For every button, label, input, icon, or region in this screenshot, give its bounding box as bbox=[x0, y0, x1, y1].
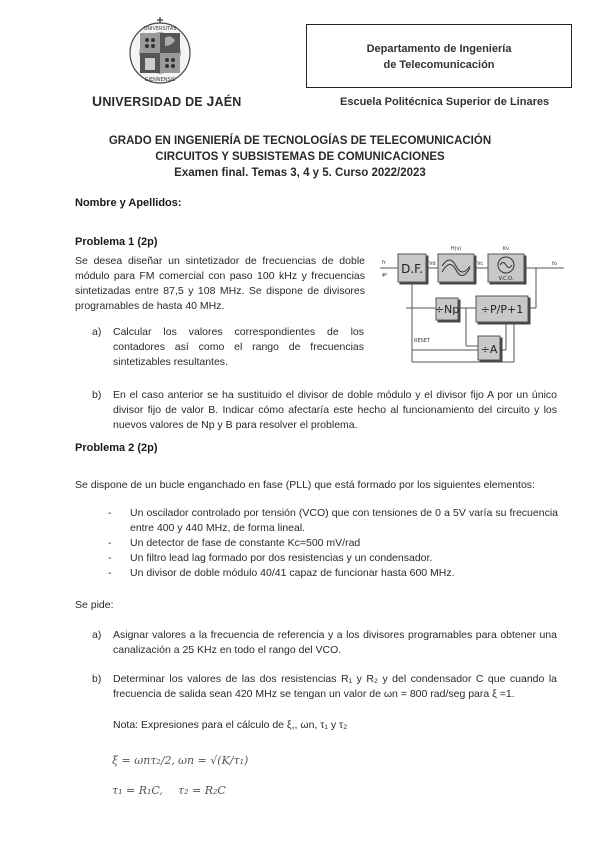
department-box bbox=[306, 24, 572, 88]
list-item-text: Un detector de fase de constante Kc=500 mV/rad bbox=[130, 537, 361, 549]
bullet: - bbox=[108, 552, 112, 564]
problem1-statement: Se desea diseñar un sintetizador de frecuencias de doble módulo para FM comercial con paso 100 kHz y frecuencias sintetizadas entre 87,5 y 108 MHz. Se dispone de divisores programables de hasta 40 MHz. bbox=[75, 255, 365, 312]
department-line2: de Telecomunicación bbox=[383, 59, 495, 71]
part-label: a) bbox=[92, 326, 102, 338]
formula-note: Nota: Expresiones para el cálculo de ξ,, ωn, τ₁ y τ₂ bbox=[113, 719, 348, 731]
part-text: Calcular los valores correspondientes de los contadores así como el rango de frecuencias sintetizables resultantes. bbox=[113, 326, 364, 368]
problem2-part-b bbox=[92, 672, 557, 702]
bullet: - bbox=[108, 507, 112, 519]
ref-frequency-label: fr bbox=[382, 260, 386, 266]
university-logo bbox=[125, 16, 195, 86]
vco-label: V.C.O. bbox=[498, 276, 514, 282]
problem2-intro: Se dispone de un bucle enganchado en fase (PLL) que está formado por los siguientes elementos: bbox=[75, 479, 535, 491]
problem2-part-a bbox=[92, 628, 557, 658]
pll-elements-list bbox=[108, 506, 558, 581]
ask-label: Se pide: bbox=[75, 599, 114, 611]
formula-wn: ωn = √(K/τ₁) bbox=[178, 754, 249, 767]
formula-tau1: τ₁ = R₁C, bbox=[112, 784, 163, 797]
list-item bbox=[108, 506, 558, 536]
university-name-part: AÉN bbox=[214, 95, 242, 109]
list-item-text: Un divisor de doble módulo 40/41 capaz de funcionar hasta 600 MHz. bbox=[130, 567, 455, 579]
dual-modulus-synthesizer-diagram bbox=[378, 238, 568, 378]
vd-label: Vd bbox=[429, 261, 436, 267]
vc-label: Vc bbox=[477, 261, 484, 267]
university-name-initial: U bbox=[92, 93, 103, 109]
school-name: Escuela Politécnica Superior de Linares bbox=[340, 96, 550, 108]
course-title: CIRCUITOS Y SUBSISTEMAS DE COMUNICACIONES bbox=[155, 151, 445, 163]
degree-title: GRADO EN INGENIERÍA DE TECNOLOGÍAS DE TELECOMUNICACIÓN bbox=[108, 135, 492, 147]
prescaler-label: ÷P/P+1 bbox=[480, 303, 524, 316]
problem1-heading: Problema 1 (2p) bbox=[75, 236, 158, 248]
kv-label: Kv bbox=[502, 246, 510, 252]
part-text: Asignar valores a la frecuencia de referencia y a los divisores programables para obtener una canalización a 25 KHz en todo el rango del VCO. bbox=[113, 629, 557, 656]
part-label: b) bbox=[92, 389, 102, 401]
problem1-part-b bbox=[92, 388, 557, 433]
university-crest-icon bbox=[125, 16, 195, 86]
filter-transfer-label: H(s) bbox=[450, 246, 462, 252]
bullet: - bbox=[108, 567, 112, 579]
svg-text:UNIVERSITAS: UNIVERSITAS bbox=[143, 26, 177, 32]
np-divider-label: ÷Np bbox=[434, 303, 460, 316]
list-item-text: Un oscilador controlado por tensión (VCO) que con tensiones de 0 a 5V varía su frecuencia entre 400 y 440 MHz, de forma lineal. bbox=[130, 507, 558, 534]
part-label: a) bbox=[92, 629, 102, 641]
list-item bbox=[108, 551, 558, 566]
list-item-text: Un filtro lead lag formado por dos resistencias y un condensador. bbox=[130, 552, 433, 564]
list-item bbox=[108, 536, 558, 551]
a-counter-label: ÷A bbox=[480, 343, 498, 356]
ref-phase-label: φr bbox=[382, 272, 388, 278]
part-label: b) bbox=[92, 673, 102, 685]
list-item bbox=[108, 566, 558, 581]
bullet: - bbox=[108, 537, 112, 549]
formula-tau2: τ₂ = R₂C bbox=[178, 784, 226, 797]
university-name bbox=[92, 93, 242, 109]
svg-text:GIENNENSIS: GIENNENSIS bbox=[144, 77, 176, 83]
problem1-part-a bbox=[92, 325, 364, 370]
formula-xi: ξ = ωnτ₂/2, bbox=[112, 754, 176, 767]
problem2-heading: Problema 2 (2p) bbox=[75, 442, 158, 454]
university-name-initial: J bbox=[206, 93, 215, 109]
department-name bbox=[307, 41, 571, 73]
phase-detector-label: D.F. bbox=[401, 262, 423, 276]
part-text: En el caso anterior se ha sustituido el divisor de doble módulo y el divisor fijo A por un único divisor fijo de valor B. Indicar cómo afectaría este hecho al funcionamiento del circuito y los nuevos valores de Np y B para resolver el problema. bbox=[113, 389, 557, 431]
part-text: Determinar los valores de las dos resistencias R₁ y R₂ y del condensador C que cuando la frecuencia de salida sean 420 MHz se tengan un valor de ωn = 800 rad/seg para ξ =1. bbox=[113, 673, 557, 700]
university-name-part: NIVERSIDAD DE bbox=[102, 95, 207, 109]
fo-label: fo bbox=[552, 261, 557, 267]
name-field-label: Nombre y Apellidos: bbox=[75, 197, 182, 209]
department-line1: Departamento de Ingeniería bbox=[366, 43, 512, 55]
exam-subtitle: Examen final. Temas 3, 4 y 5. Curso 2022/2023 bbox=[174, 167, 426, 179]
reset-label: RESET bbox=[414, 338, 431, 344]
exam-title-block bbox=[0, 133, 600, 181]
